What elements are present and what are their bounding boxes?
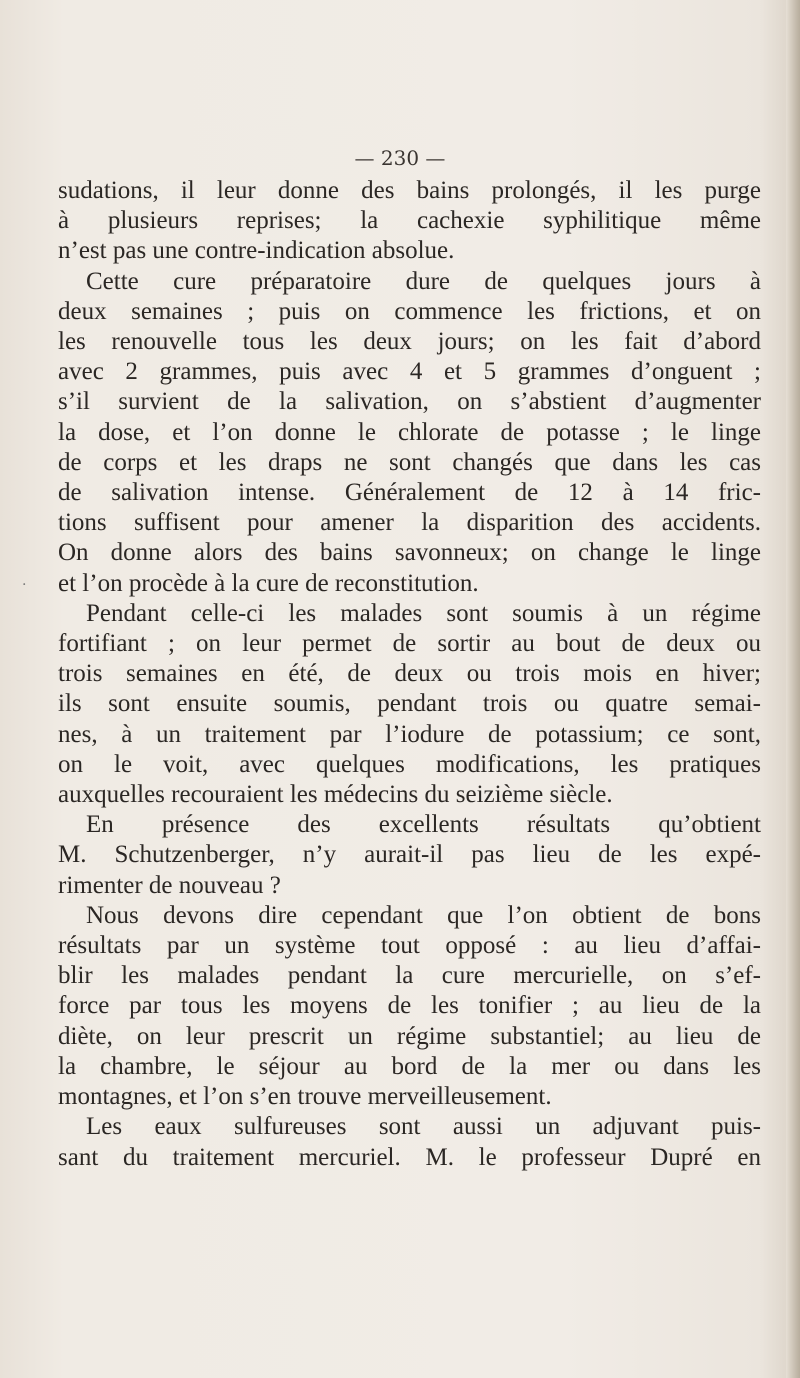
text-line: force par tous les moyens de les tonifier ; au lieu de la: [58, 992, 761, 1020]
page-edge-shadow: [786, 0, 800, 1378]
text-line: sant du traitement mercuriel. M. le professeur Dupré en: [58, 1143, 761, 1171]
text-line: de salivation intense. Généralement de 12 à 14 fric-: [58, 479, 761, 507]
text-line: deux semaines ; puis on commence les frictions, et on: [58, 297, 761, 325]
text-line: diète, on leur prescrit un régime substantiel; au lieu de: [58, 1022, 761, 1050]
text-line: M. Schutzenberger, n’y aurait-il pas lieu de les expé-: [58, 841, 761, 869]
text-line: ils sont ensuite soumis, pendant trois ou quatre semai-: [58, 690, 761, 718]
text-line: blir les malades pendant la cure mercurielle, on s’ef-: [58, 962, 761, 990]
text-line: avec 2 grammes, puis avec 4 et 5 grammes d’onguent ;: [58, 358, 761, 386]
margin-mark: .: [22, 573, 27, 589]
text-line: n’est pas une contre-indication absolue.: [58, 237, 455, 265]
text-line: fortifiant ; on leur permet de sortir au bout de deux ou: [58, 630, 761, 658]
page-number: — 230 —: [354, 146, 446, 170]
text-line: nes, à un traitement par l’iodure de potassium; ce sont,: [58, 720, 761, 748]
text-line: On donne alors des bains savonneux; on change le linge: [58, 539, 761, 567]
text-line: de corps et les draps ne sont changés que dans les cas: [58, 448, 761, 476]
text-line: et l’on procède à la cure de reconstitution.: [58, 569, 479, 597]
text-line: auxquelles recouraient les médecins du seizième siècle.: [58, 781, 613, 809]
text-line: En présence des excellents résultats qu’obtient: [86, 811, 761, 839]
text-line: la chambre, le séjour au bord de la mer ou dans les: [58, 1052, 761, 1080]
text-line: s’il survient de la salivation, on s’abstient d’augmenter: [58, 388, 761, 416]
text-line: Cette cure préparatoire dure de quelques jours à: [86, 267, 761, 295]
text-line: trois semaines en été, de deux ou trois mois en hiver;: [58, 660, 761, 688]
text-line: tions suffisent pour amener la disparition des accidents.: [58, 509, 761, 537]
text-line: Les eaux sulfureuses sont aussi un adjuvant puis-: [86, 1113, 761, 1141]
text-line: Pendant celle-ci les malades sont soumis à un régime: [86, 599, 761, 627]
text-line: la dose, et l’on donne le chlorate de potasse ; le linge: [58, 418, 761, 446]
text-line: Nous devons dire cependant que l’on obtient de bons: [86, 901, 761, 929]
text-line: à plusieurs reprises; la cachexie syphilitique même: [58, 207, 761, 235]
body-text: [58, 176, 761, 1173]
text-line: rimenter de nouveau ?: [58, 871, 281, 899]
text-line: sudations, il leur donne des bains prolongés, il les purge: [58, 177, 761, 204]
text-line: résultats par un système tout opposé : au lieu d’affai-: [58, 932, 761, 960]
text-line: on le voit, avec quelques modifications, les pratiques: [58, 750, 761, 778]
text-line: les renouvelle tous les deux jours; on les fait d’abord: [58, 328, 761, 356]
text-line: montagnes, et l’on s’en trouve merveilleusement.: [58, 1083, 552, 1111]
